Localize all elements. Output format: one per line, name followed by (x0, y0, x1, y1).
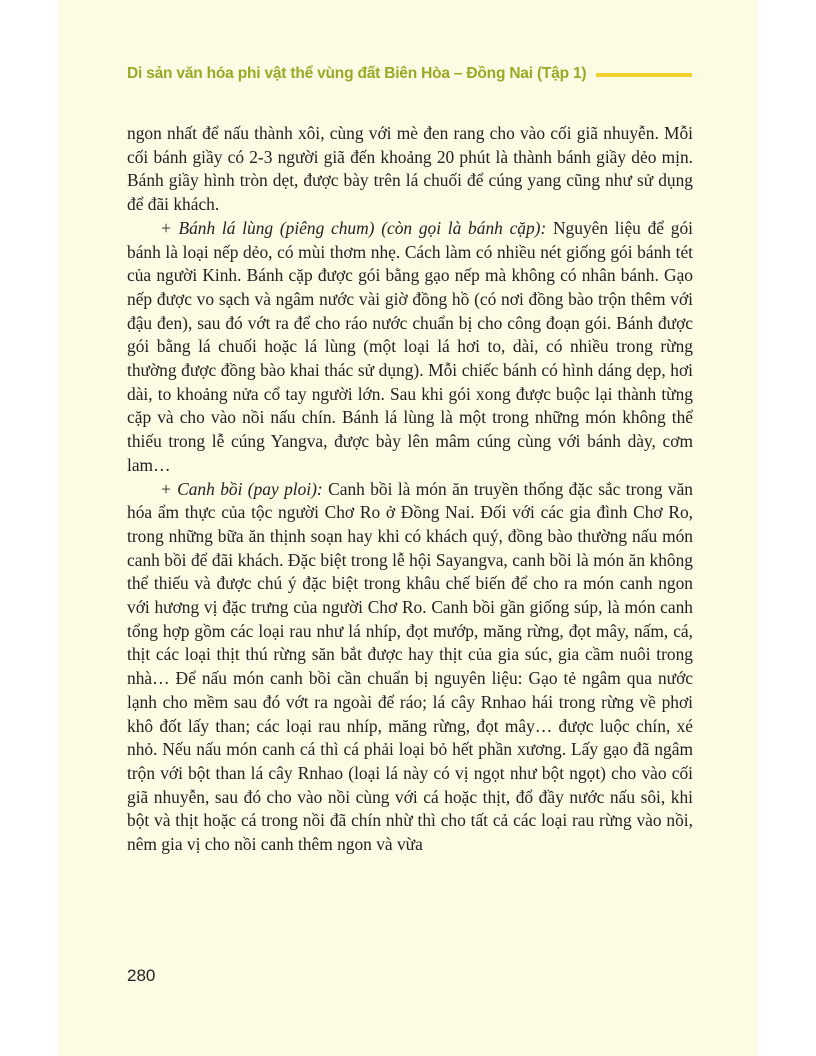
paragraph-lead: + Canh bồi (pay ploi): (160, 478, 323, 499)
page-number: 280 (127, 966, 156, 985)
paragraph-text: ngon nhất để nấu thành xôi, cùng với mè đen rang cho vào cối giã nhuyễn. Mỗi cối bánh giầy có 2-3 người giã đến khoảng 20 phút là thành bánh giầy dẻo mịn. Bánh giầy hình tròn dẹt, được bày trên lá chuối để cúng yang cũng như sử dụng để đãi khách. (127, 123, 693, 215)
paragraph (127, 122, 693, 217)
body-text (127, 122, 693, 857)
paragraph (127, 217, 693, 478)
header-title: Di sản văn hóa phi vật thể vùng đất Biên Hòa – Đồng Nai (Tập 1) (127, 65, 587, 82)
paragraph-lead: + Bánh lá lùng (piêng chum) (còn gọi là bánh cặp): (160, 217, 547, 238)
running-header (127, 62, 692, 86)
paragraph-text: Canh bồi là món ăn truyền thống đặc sắc trong văn hóa ẩm thực của tộc người Chơ Ro ở Đồng Nai. Đối với các gia đình Chơ Ro, trong những bữa ăn thịnh soạn hay khi có khách quý, đồng bào thường nấu món canh bồi để đãi khách. Đặc biệt trong lễ hội Sayangva, canh bồi là món ăn không thể thiếu và được chú ý đặc biệt trong khâu chế biến để cho ra món canh ngon với hương vị đặc trưng của người Chơ Ro. Canh bồi gần giống súp, là món canh tổng hợp gồm các loại rau như lá nhíp, đọt mướp, măng rừng, đọt mây, nấm, cá, thịt các loại thịt thú rừng săn bắt được hay thịt của gia súc, gia cầm nuôi trong nhà… Để nấu món canh bồi cần chuẩn bị nguyên liệu: Gạo tẻ ngâm qua nước lạnh cho mềm sau đó vớt ra ngoài để ráo; lá cây Rnhao hái trong rừng về phơi khô đốt lấy than; các loại rau nhíp, măng rừng, đọt mây… được luộc chín, xé nhỏ. Nếu nấu món canh cá thì cá phải loại bỏ hết phần xương. Lấy gạo đã ngâm trộn với bột than lá cây Rnhao (loại lá này có vị ngọt như bột ngọt) cho vào cối giã nhuyễn, sau đó cho vào nồi cùng với cá hoặc thịt, đổ đầy nước nấu sôi, khi bột và thịt hoặc cá trong nồi đã chín nhừ thì cho tất cả các loại rau rừng vào nồi, nêm gia vị cho nồi canh thêm ngon và vừa (127, 478, 693, 855)
paragraph-text: Nguyên liệu để gói bánh là loại nếp dẻo, có mùi thơm nhẹ. Cách làm có nhiều nét giống gói bánh tét của người Kinh. Bánh cặp được gói bằng gạo nếp mà không có nhân bánh. Gạo nếp được vo sạch và ngâm nước vài giờ đồng hồ (có nơi đồng bào trộn thêm với đậu đen), sau đó vớt ra để cho ráo nước chuẩn bị cho công đoạn gói. Bánh được gói bằng lá chuối hoặc lá lùng (một loại lá hơi to, dài, có nhiều trong rừng thường được đồng bào khai thác sử dụng). Mỗi chiếc bánh có hình dáng dẹp, hơi dài, to khoảng nửa cổ tay người lớn. Sau khi gói xong được buộc lại thành từng cặp và cho vào nồi nấu chín. Bánh lá lùng là một trong những món không thể thiếu trong lễ cúng Yangva, được bày lên mâm cúng cùng với bánh dày, cơm lam… (127, 217, 693, 475)
header-rule (596, 73, 692, 77)
paragraph (127, 478, 693, 857)
